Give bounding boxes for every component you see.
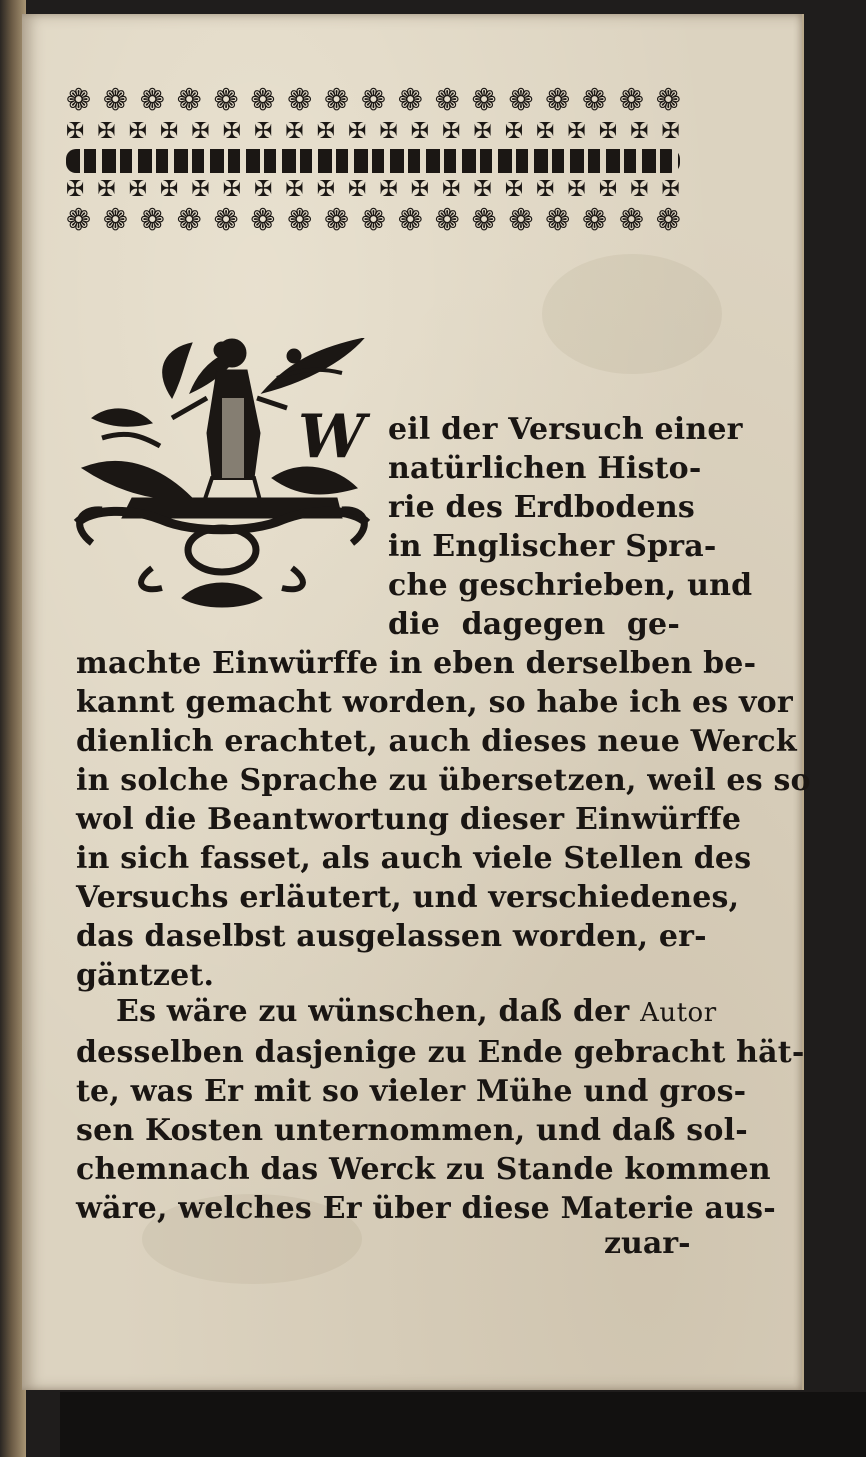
text-line: in Englischer Spra-	[388, 529, 717, 564]
paragraph-one-continuation	[76, 644, 811, 995]
ornament-cross-icon: ✠	[661, 177, 680, 202]
text-line: in sich fasset, als auch viele Stellen des	[76, 841, 752, 876]
ornament-flower-icon: ❁	[397, 204, 422, 238]
ornament-cross-icon: ✠	[379, 177, 398, 202]
text-line: wäre, welches Er über diese Materie aus-	[76, 1191, 776, 1226]
ornament-flower-icon: ❁	[102, 204, 127, 238]
ornament-cross-icon: ✠	[379, 119, 398, 144]
text-line: te, was Er mit so vieler Mühe und gros-	[76, 1074, 747, 1109]
text-line: Versuchs erläutert, und verschiedenes,	[76, 880, 740, 915]
ornament-flower-icon: ❁	[471, 204, 496, 238]
text-line: das daselbst ausgelassen worden, er-	[76, 919, 707, 954]
ornament-cross-icon: ✠	[254, 119, 273, 144]
catchword: zuar-	[604, 1226, 691, 1261]
ornament-flower-icon: ❁	[324, 84, 349, 118]
ornament-chain-row	[66, 149, 680, 173]
ornament-flower-icon: ❁	[139, 84, 164, 118]
ornament-cross-icon: ✠	[536, 177, 555, 202]
ornament-cross-icon: ✠	[442, 119, 461, 144]
ornament-flower-icon: ❁	[618, 84, 644, 118]
ornament-flower-icon: ❁	[176, 204, 201, 238]
ornament-cross-icon: ✠	[442, 177, 461, 202]
ornament-flower-icon: ❁	[545, 204, 570, 238]
paragraph-two	[76, 992, 805, 1228]
ornament-cross-icon: ✠	[66, 177, 85, 202]
ornament-flower-icon: ❁	[66, 204, 91, 238]
ornament-flower-icon: ❁	[250, 204, 275, 238]
ornament-cross-icon: ✠	[536, 119, 555, 144]
text-fragment: Es wäre zu wünschen, daß der	[116, 994, 630, 1029]
text-line: die dagegen ge-	[388, 607, 680, 642]
ornament-flower-row	[66, 84, 680, 118]
ornament-cross-icon: ✠	[348, 119, 367, 144]
text-line: che geschrieben, und	[388, 568, 753, 603]
ornament-cross-icon: ✠	[66, 119, 85, 144]
ornament-cross-icon: ✠	[285, 119, 304, 144]
ornament-flower-icon: ❁	[508, 204, 533, 238]
ornament-cross-icon: ✠	[630, 177, 649, 202]
ornament-flower-icon: ❁	[434, 84, 459, 118]
ornament-flower-icon: ❁	[287, 204, 312, 238]
text-line: chemnach das Werck zu Stande kommen	[76, 1152, 771, 1187]
ornament-cross-icon: ✠	[567, 177, 586, 202]
ornament-flower-icon: ❁	[213, 84, 238, 118]
background-shadow	[60, 1392, 866, 1457]
ornament-cross-icon: ✠	[661, 119, 680, 144]
ornament-cross-icon: ✠	[97, 177, 116, 202]
ornament-flower-icon: ❁	[176, 84, 201, 118]
ornament-flower-icon: ❁	[655, 84, 680, 118]
ornament-flower-icon: ❁	[545, 84, 570, 118]
ornament-flower-icon: ❁	[102, 84, 127, 118]
ornament-flower-icon: ❁	[434, 204, 459, 238]
ornament-flower-icon: ❁	[213, 204, 238, 238]
drop-cap-initial: W	[298, 402, 366, 472]
figure-vignette-icon	[72, 338, 372, 614]
ornament-cross-icon: ✠	[504, 177, 524, 202]
ornament-flower-icon: ❁	[324, 204, 349, 238]
ornament-flower-icon: ❁	[139, 204, 164, 238]
text-line: wol die Beantwortung dieser Einwürffe	[76, 802, 742, 837]
ornament-flower-row	[66, 204, 680, 238]
text-line: eil der Versuch einer	[388, 412, 743, 447]
ornament-cross-icon: ✠	[97, 119, 116, 144]
ornament-cross-icon: ✠	[598, 119, 618, 144]
ornament-cross-icon: ✠	[128, 177, 148, 202]
ornament-flower-icon: ❁	[397, 84, 422, 118]
ornament-cross-icon: ✠	[598, 177, 618, 202]
text-line: dienlich erachtet, auch dieses neue Werck	[76, 724, 797, 759]
text-line: machte Einwürffe in eben derselben be-	[76, 646, 757, 681]
ornament-cross-icon: ✠	[191, 119, 210, 144]
ornament-flower-icon: ❁	[582, 84, 607, 118]
ornament-flower-icon: ❁	[360, 204, 386, 238]
ornament-cross-icon: ✠	[160, 119, 179, 144]
antiqua-word: Autor	[640, 998, 717, 1028]
ornament-cross-icon: ✠	[254, 177, 273, 202]
ornament-flower-icon: ❁	[618, 204, 644, 238]
ornament-cross-icon: ✠	[222, 119, 242, 144]
text-line-first	[76, 992, 717, 1033]
text-block-beside-vignette	[388, 410, 753, 644]
text-line: kannt gemacht worden, so habe ich es vor	[76, 685, 793, 720]
ornament-cross-icon: ✠	[410, 177, 430, 202]
ornament-cross-icon: ✠	[630, 119, 649, 144]
text-line: natürlichen Histo-	[388, 451, 702, 486]
ornament-flower-icon: ❁	[655, 204, 680, 238]
ornament-flower-icon: ❁	[250, 84, 275, 118]
ornament-cross-icon: ✠	[504, 119, 524, 144]
ornament-cross-icon: ✠	[348, 177, 367, 202]
ornament-cross-icon: ✠	[316, 177, 336, 202]
ornament-cross-icon: ✠	[567, 119, 586, 144]
ornament-cross-icon: ✠	[222, 177, 242, 202]
ornament-cross-icon: ✠	[128, 119, 148, 144]
text-line: rie des Erdbodens	[388, 490, 695, 525]
ornament-flower-icon: ❁	[471, 84, 496, 118]
ornament-flower-icon: ❁	[360, 84, 386, 118]
ornament-cross-icon: ✠	[191, 177, 210, 202]
ornament-cross-icon: ✠	[160, 177, 179, 202]
ornament-cross-icon: ✠	[473, 119, 492, 144]
ornament-cross-icon: ✠	[316, 119, 336, 144]
text-line: gäntzet.	[76, 958, 215, 993]
ornament-flower-icon: ❁	[287, 84, 312, 118]
text-line: sen Kosten unternommen, und daß sol-	[76, 1113, 748, 1148]
ornament-cross-row	[66, 176, 680, 204]
ornament-cross-icon: ✠	[473, 177, 492, 202]
ornament-cross-row	[66, 118, 680, 146]
text-line: desselben dasjenige zu Ende gebracht hät-	[76, 1035, 805, 1070]
ornament-flower-icon: ❁	[66, 84, 91, 118]
ornament-flower-icon: ❁	[582, 204, 607, 238]
header-ornament	[66, 84, 680, 250]
ornament-flower-icon: ❁	[508, 84, 533, 118]
text-line: in solche Sprache zu übersetzen, weil es so	[76, 763, 811, 798]
ornament-cross-icon: ✠	[410, 119, 430, 144]
ornament-cross-icon: ✠	[285, 177, 304, 202]
